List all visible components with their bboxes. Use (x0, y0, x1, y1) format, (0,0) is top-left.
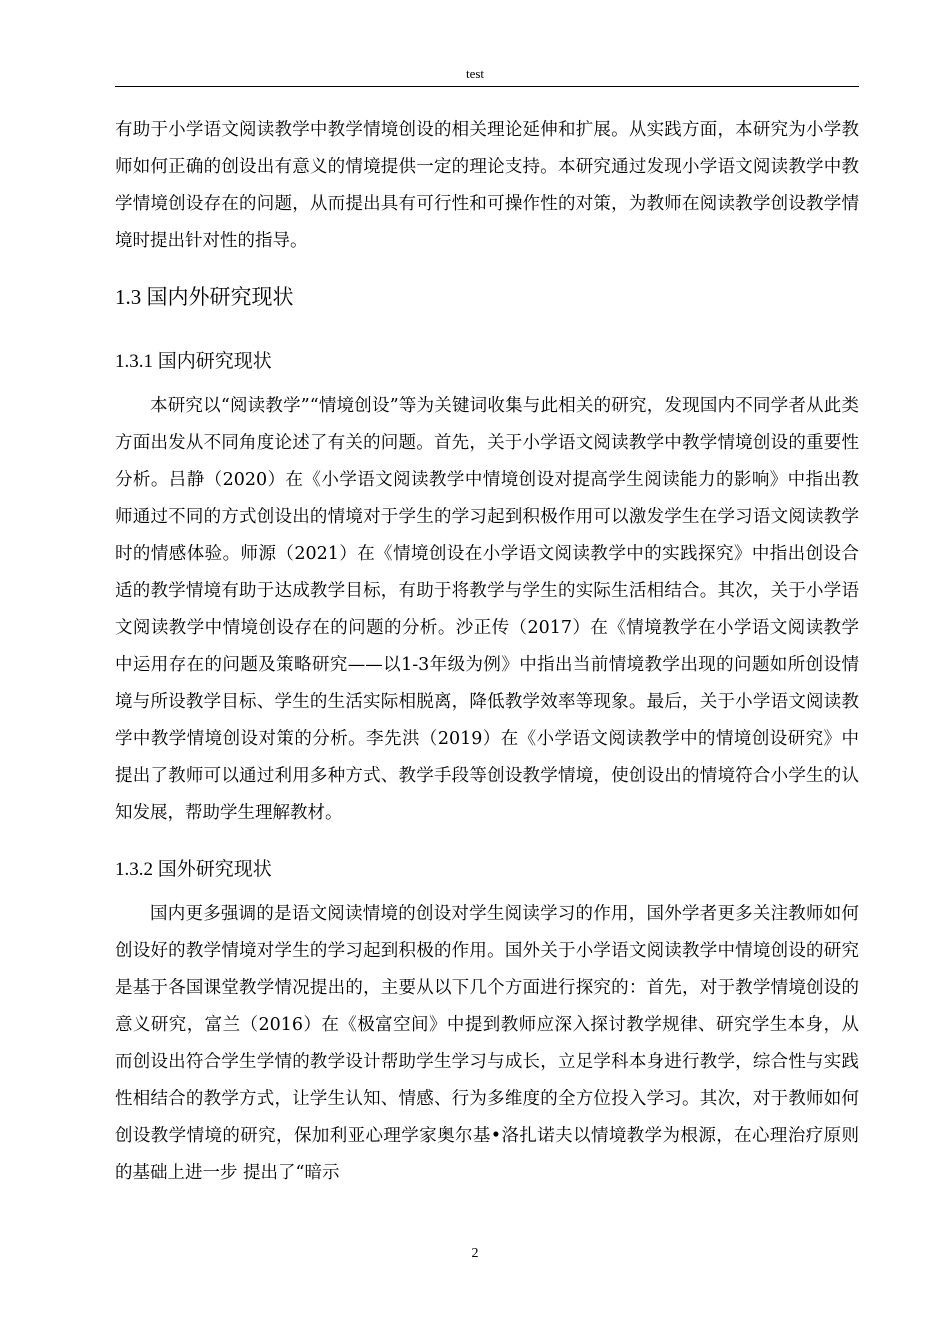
page-header: test (465, 66, 485, 81)
intro-paragraph: 有助于小学语文阅读教学中教学情境创设的相关理论延伸和扩展。从实践方面，本研究为小学教师如何正确的创设出有意义的情境提供一定的理论支持。本研究通过发现小学语文阅读教学中教学情境创设存在的问题，从而提出具有可行性和可操作性的对策，为教师在阅读教学创设教学情境时提出针对性的指导。 (115, 120, 859, 251)
subsection-heading-foreign: 1.3.2 国外研究现状 (115, 859, 272, 880)
page-body (115, 112, 859, 1192)
domestic-research-paragraph: 本研究以“阅读教学”“情境创设”等为关键词收集与此相关的研究，发现国内不同学者从此类方面出发从不同角度论述了有关的问题。首先，关于小学语文阅读教学中教学情境创设的重要性分析。吕静（2020）在《小学语文阅读教学中情境创设对提高学生阅读能力的影响》中指出教师通过不同的方式创设出的情境对于学生的学习起到积极作用可以激发学生在学习语文阅读教学时的情感体验。师源（2021）在《情境创设在小学语文阅读教学中的实践探究》中指出创设合适的教学情境有助于达成教学目标，有助于将教学与学生的实际生活相结合。其次，关于小学语文阅读教学中情境创设存在的问题的分析。沙正传（2017）在《情境教学在小学语文阅读教学中运用存在的问题及策略研究——以1-3年级为例》中指出当前情境教学出现的问题如所创设情境与所设教学目标、学生的生活实际相脱离，降低教学效率等现象。最后，关于小学语文阅读教学中教学情境创设对策的分析。李先洪（2019）在《小学语文阅读教学中的情境创设研究》中提出了教师可以通过利用多种方式、教学手段等创设教学情境，使创设出的情境符合小学生的认知发展，帮助学生理解教材。 (115, 396, 859, 823)
section-heading: 1.3 国内外研究现状 (115, 285, 294, 309)
page-number: 2 (471, 1246, 479, 1261)
foreign-research-paragraph: 国内更多强调的是语文阅读情境的创设对学生阅读学习的作用，国外学者更多关注教师如何创设好的教学情境对学生的学习起到积极的作用。国外关于小学语文阅读教学中情境创设的研究是基于各国课堂教学情况提出的，主要从以下几个方面进行探究的：首先，对于教学情境创设的意义研究，富兰（2016）在《极富空间》中提到教师应深入探讨教学规律、研究学生本身，从而创设出符合学生学情的教学设计帮助学生学习与成长，立足学科本身进行教学，综合性与实践性相结合的教学方式，让学生认知、情感、行为多维度的全方位投入学习。其次，对于教师如何创设教学情境的研究，保加利亚心理学家奥尔基•洛扎诺夫以情境教学为根源，在心理治疗原则的基础上进一步 提出了“暗示 (115, 904, 859, 1183)
subsection-heading-domestic: 1.3.1 国内研究现状 (115, 351, 272, 372)
header-divider (115, 86, 859, 87)
